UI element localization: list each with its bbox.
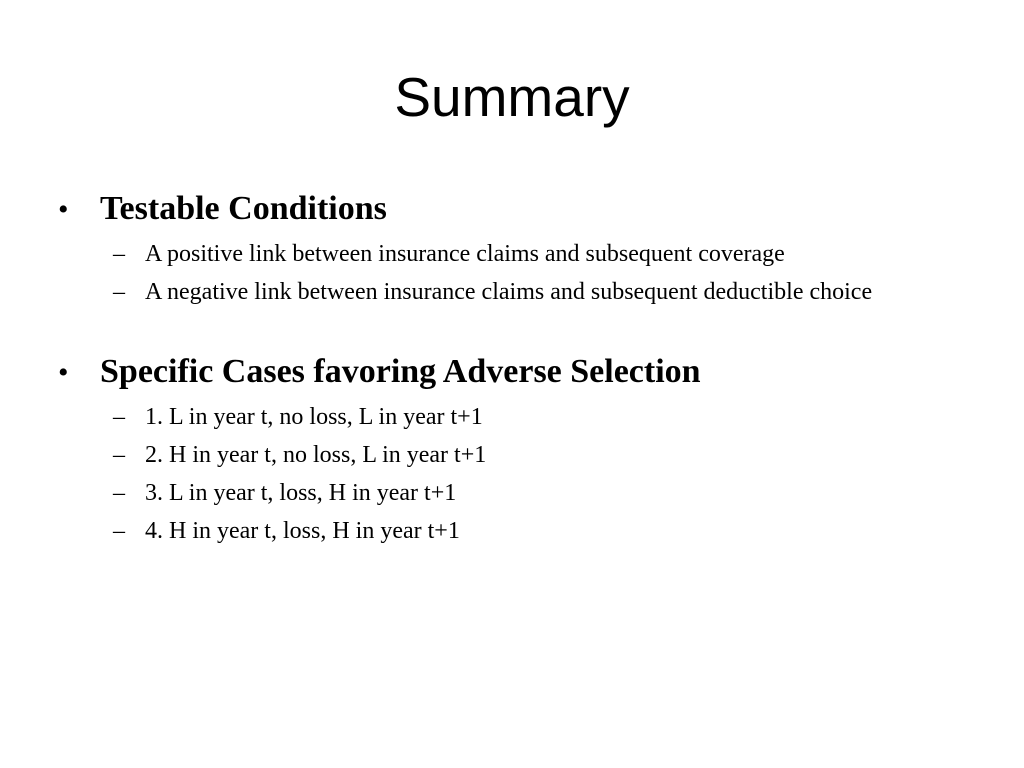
dash-icon: –: [113, 279, 125, 305]
sub-item-text: 4. H in year t, loss, H in year t+1: [145, 518, 460, 544]
dash-icon: –: [113, 241, 125, 267]
sub-item-text: 2. H in year t, no loss, L in year t+1: [145, 442, 487, 468]
sub-item-text: A negative link between insurance claims and subsequent deductible choice: [145, 279, 873, 305]
sub-list-item: [113, 275, 958, 309]
section-testable-conditions: [58, 186, 958, 309]
bullet-icon: •: [58, 356, 69, 389]
bullet-item: [58, 349, 958, 396]
sub-list: [58, 237, 958, 309]
dash-icon: –: [113, 404, 125, 430]
slide-title: Summary: [394, 66, 630, 128]
sub-list: [58, 400, 958, 548]
bullet-item: [58, 186, 958, 233]
section-specific-cases: [58, 349, 958, 548]
sub-list-item: [113, 438, 958, 472]
slide-content: [58, 186, 958, 588]
sub-list-item: [113, 237, 958, 271]
sub-list-item: [113, 476, 958, 510]
bullet-heading: Testable Conditions: [100, 190, 387, 227]
dash-icon: –: [113, 442, 125, 468]
sub-list-item: [113, 514, 958, 548]
sub-list-item: [113, 400, 958, 434]
sub-item-text: A positive link between insurance claims and subsequent coverage: [145, 241, 785, 267]
dash-icon: –: [113, 518, 125, 544]
sub-item-text: 3. L in year t, loss, H in year t+1: [145, 480, 457, 506]
dash-icon: –: [113, 480, 125, 506]
bullet-icon: •: [58, 193, 69, 226]
bullet-heading: Specific Cases favoring Adverse Selection: [100, 353, 701, 390]
sub-item-text: 1. L in year t, no loss, L in year t+1: [145, 404, 483, 430]
